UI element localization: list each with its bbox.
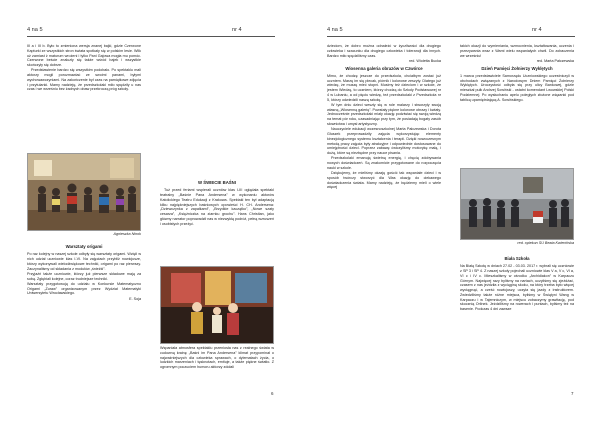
article-paragraph: Na Białą Szkołę w dniach 27.02 - 03.03. 2017 r. wybrali się uczniowie z SP 3 i SP 4. Z naszej szkoły pojechali uczniowie klas V a, V c, VI a, VI c i IV c. Mieszkaliśmy w ośrodku „Archidiakon” w Karpaczu Górnym. Najwięcej razy byliśmy na nartach, uczyliśmy się zjeżdżać, czasem z nas jeździła z wyciąginą skoku, na który trzeba było więcej wyciągnąć, a cześć nowicjuszy, uczyła się jazdy z instruktorem. Zwiedziliśmy także różne miejsca, byliśmy w Świątyni Wang w Karpaczu i w Tajemniczym, w miejscu zobaczymy grawitację, pod skocznią Orlinek. Jeździliśmy na rowerach i puntach, byliśmy też na basenie. Podczas 4 dni zawsze	[460, 264, 574, 311]
article-signature: red. Marta Pałczewska	[536, 58, 574, 63]
right-col2-top	[460, 44, 574, 168]
article-paragraph: 1 marca przedstawiciele Samorządu Uczniowskiego uczestniczyli w obchodach związanych z Narodowym Dniem Pamięci Żołnierzy Wyklętych. Uroczystość odbyła się przy ulicy Bankowej, gdzie mieszkał pułk Andrzej Sowiński - ostatni komendant Lwowskiej Polski Podziemnej. Po wysłuchaniu apelu poległych złożone wiązanki pod tablicą upamiętniającą A. Sowińskiego.	[460, 73, 574, 102]
left-header-number: nr 4	[232, 27, 242, 33]
article-title: Wiosenna galeria obrazów w Czwórce	[345, 65, 423, 71]
page-number-right: 7	[571, 391, 574, 396]
photo-theatre-performance-image	[161, 267, 274, 344]
article-paragraph: Mimo, że chodzę jeszcze do przedszkola, chciałbym zostać już uczniem. Marzę im się plecak, piórnik i kolorowe zeszyty. Dlatego już wiedzę, że muszę mieć stopni. Musimy też dzieciom i w szkole, że jestem Wiedzę, to uczniem, którzy chodzą do Szkoły Podstawowej nr 4 w Lubaniu, a od pięciu wiedzę, też przedszkolaki z Przedszkola nr 5, którzy odwiedzili naszą szkołę.	[327, 73, 441, 102]
article-paragraph: Dziękujemy, że mieliśmy okazję gościć tak wspaniałe dzieci i w sposób twórczy stworzyć dla Was okazję do ciekawego doświadczenia świata. Mamy nadzieję, że będziemy mieli o wiele więcej	[327, 171, 441, 190]
article-paragraph: Po raz kolejny w naszej szkole odbyły się warsztaty origami. Wzięli w nich udział uczniowie klas I-VI. Na zajęciach przybliż nowicjusze, którzy wykonywali wielodźwiękowe techniki, origami po raz pierwszy. Zaczynaliśmy od składania z modułów „śnieżki”.	[27, 252, 141, 271]
article-title: Warsztaty origami	[65, 244, 103, 249]
photo-children-stage-image	[28, 154, 141, 231]
photo-children-stage	[27, 153, 141, 231]
right-col1	[327, 44, 441, 392]
article-title: Biała Szkoła	[504, 256, 530, 261]
left-col1-bottom	[27, 242, 141, 392]
article-paragraph: takich okazji do wymieniania, wzmocnienia, kształtowania, uczenia i przezywania wraz z Wami wielu wspaniałych chwil. Do zobaczenia we wrześniu!	[460, 44, 574, 58]
article-paragraph: dzieciom, że dobro można odnaleźć w życzliwości dla drugiego człowieka i szacunku dla drugiego człowieka i tolerancji dla innych. Bardzo miło spędziliśmy czas.	[327, 44, 441, 58]
article-paragraph: Przedstawienie bardzo się wszystkim podobało. Po spektaklu mali aktorzy mogli porozmawiać ze swoimi panami, byłymi wychowawczyniami. Na zakończenie był czas na pamiątkowe zdjęcia i przytulanki. Mamy nadzieję, że przedszkolaki miło spędziły u nas czas i we wrześniu bez żadnych obaw przekroczą próg szkoły.	[27, 68, 141, 92]
left-header-issue: 4 na 5	[27, 27, 43, 33]
article-paragraph: Wspaniała atmosfera spektaklu przeniosła nas z realnego świata w cudowną krainę „Baśni im Pana Andersena” klimat przypominał o najważniejszych dla człowieka sprawach, o dylematach życia, o ludzkich marzeniach i tęsknotach, emituje, a także piękne światło. Z ogromnym poczuciem humoru aktorzy zdołali	[160, 346, 274, 369]
right-header-number: nr 4	[532, 27, 542, 33]
right-header-rule	[327, 36, 575, 37]
article-paragraph: III a i III b. Było to zmieniona wersja znanej bajki, gdzie Czerwone Kapturki ze wszystkich stron świata spotkały się w polskim lesie. Wilk uż zamiast ż maturum wrożeni i tylko Pani Gajowa mogła mu pomóc. Czerwone beście znaluzły się także wśród bajek i wszystkie skończyły się dobrze.	[27, 44, 141, 67]
article-signature: E. Soja	[129, 296, 141, 301]
photo-caption: red. opiekun SU Beata Kwiecińska	[517, 241, 574, 245]
photo-memorial-ceremony	[460, 168, 574, 240]
left-col2-top	[160, 178, 274, 264]
article-title: Dzień Pamięci Żołnierzy Wyklętych	[481, 65, 553, 71]
photo-memorial-ceremony-image	[461, 169, 574, 240]
article-paragraph: Przedszkolaki emanują świetną energią, i chęcią zdobywania nowych doświadczeń. Są znakomicie przygotowane do rozpoczęcia nauki w szkole.	[327, 156, 441, 170]
article-paragraph: Przyjaźń także uczniowie, którzy już pierwsze składowe mają za sobą. Zgłębiali kolejne, coraz trudniejsze techniki.	[27, 271, 141, 281]
right-header-issue: 4 na 5	[327, 27, 343, 33]
right-page	[300, 0, 600, 424]
article-paragraph: Tuż przed feriami wspierali uczniów klas I-III oglądała spektakl teatralny „Baśnie Pana Andersena” w wykonaniu aktorów Katolickiego Teatru Edukacji z Krakowa. Spektakl ten był adaptacją kilku najpiękniejszych baśniowych opowieści H. CH. Andersena: „Dziewczynka z zapałkami”, „Brzydkie kaczątko”, „Nowe szaty cesarza”, „Księżniczka na ziarnku grochu”. Hans Christian, jako główny narrator poprowadził nas w niezwykłą podróż, pełną wzruszeń i osobistych przeżyć.	[160, 188, 274, 226]
article-paragraph: W tym dniu dzieci weszły się w role malarzy i stworzyły swoją własną „Wiosenną galerię”. Powstały piękne kolorowe obrazy i kwiaty. Jednocześnie przedszkolaki miały okazję podziwiać się swoją wiedzą na temat pór roku, uzasadniając przy tym, że posiadają bogaty zasób słownictwa i umysł artystyczny.	[327, 102, 441, 126]
article-paragraph: Warsztaty przygotowują do udziału w Konkursie Matematyczno Origami „Żuraw” organizowanym przez Wydział Matematyki Uniwersytetu Wrocławskiego.	[27, 281, 141, 296]
article-signature: red. Wioletta Bucka	[409, 58, 441, 63]
article-paragraph: Nauczyciele edukacji wczesnoszkolnej Marta Pałczewska i Dorota Głuszek przeprowadziły zajęcia wykorzystując elementy kinezjologicznego systemu kształcenia i terapii. Dzięki nowoczesnym metodą pracy zajęcia były atrakcyjne i odpowiednie dostosowane do umiejętności dzieci. Poprzez zabawę ćwiczyliśmy motorykę małą, i dużą, które są niezbędne przy nauce pisania.	[327, 127, 441, 156]
article-title: W ŚWIECIE BAŚNI	[198, 180, 236, 185]
page-number-left: 6	[271, 391, 274, 396]
left-header-rule	[27, 36, 275, 37]
photo-caption: Agnieszka Ninok	[113, 232, 141, 236]
left-col2-bottom	[160, 346, 274, 392]
right-col2-bottom	[460, 254, 574, 392]
photo-theatre-performance	[160, 266, 274, 344]
